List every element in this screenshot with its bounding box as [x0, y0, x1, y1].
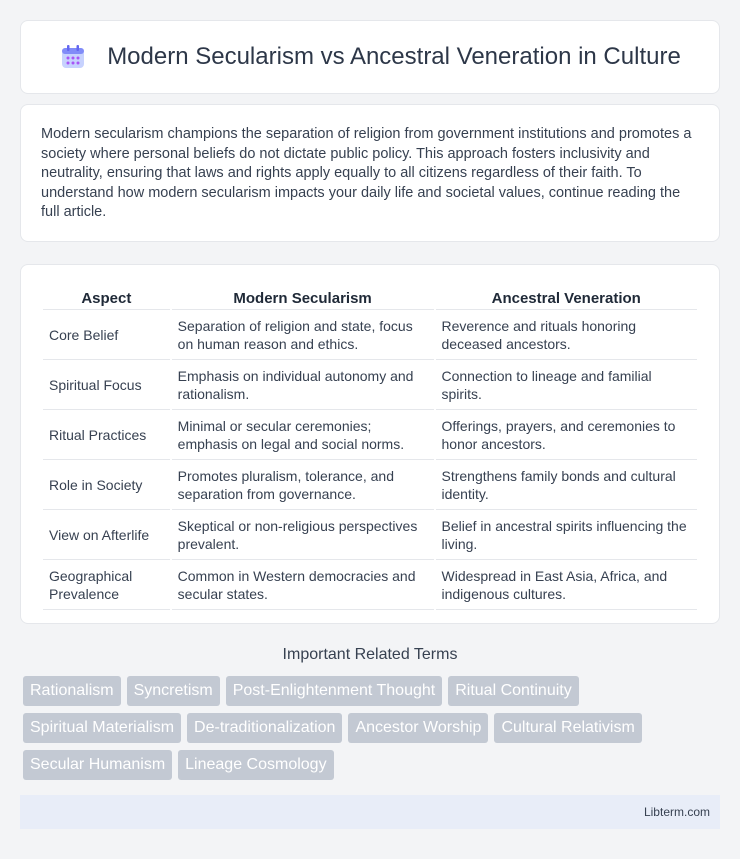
related-term-tag[interactable]: Syncretism — [127, 676, 220, 706]
row-secularism: Promotes pluralism, tolerance, and separation from governance. — [172, 462, 434, 510]
row-secularism: Common in Western democracies and secular states. — [172, 562, 434, 610]
table-row — [43, 362, 697, 410]
table-row — [43, 562, 697, 610]
row-aspect: Role in Society — [43, 462, 170, 510]
intro-paragraph: Modern secularism champions the separation of religion from government institutions and promotes a society where personal beliefs do not dictate public policy. This approach fosters inclusivity and neutrality, ensuring that laws and rights apply equally to all citizens regardless of their faith. To understand how modern secularism impacts your daily life and societal values, continue reading the full article. — [41, 126, 692, 221]
related-term-tag[interactable]: Rationalism — [23, 676, 121, 706]
table-row — [43, 412, 697, 460]
row-veneration: Reverence and rituals honoring deceased ancestors. — [436, 312, 698, 360]
related-terms-list — [23, 676, 723, 780]
row-secularism: Skeptical or non-religious perspectives prevalent. — [172, 512, 434, 560]
related-term-tag[interactable]: De-traditionalization — [187, 713, 342, 743]
table-header-row — [43, 287, 697, 310]
related-term-tag[interactable]: Ritual Continuity — [448, 676, 579, 706]
related-term-tag[interactable]: Lineage Cosmology — [178, 750, 333, 780]
row-veneration: Belief in ancestral spirits influencing the living. — [436, 512, 698, 560]
table-row — [43, 312, 697, 360]
row-veneration: Widespread in East Asia, Africa, and indigenous cultures. — [436, 562, 698, 610]
row-aspect: View on Afterlife — [43, 512, 170, 560]
related-term-tag[interactable]: Post-Enlightenment Thought — [226, 676, 443, 706]
comparison-table-card — [20, 264, 720, 624]
row-aspect: Core Belief — [43, 312, 170, 360]
row-aspect: Geographical Prevalence — [43, 562, 170, 610]
header-modern-secularism: Modern Secularism — [172, 287, 434, 310]
related-term-tag[interactable]: Secular Humanism — [23, 750, 172, 780]
row-secularism: Separation of religion and state, focus on human reason and ethics. — [172, 312, 434, 360]
footer — [20, 795, 720, 829]
row-veneration: Strengthens family bonds and cultural identity. — [436, 462, 698, 510]
row-secularism: Minimal or secular ceremonies; emphasis on legal and social norms. — [172, 412, 434, 460]
header-ancestral-veneration: Ancestral Veneration — [436, 287, 698, 310]
row-aspect: Spiritual Focus — [43, 362, 170, 410]
row-secularism: Emphasis on individual autonomy and rationalism. — [172, 362, 434, 410]
table-row — [43, 462, 697, 510]
related-term-tag[interactable]: Ancestor Worship — [348, 713, 488, 743]
header-card — [20, 20, 720, 94]
related-term-tag[interactable]: Cultural Relativism — [494, 713, 641, 743]
footer-site-link[interactable]: Libterm.com — [643, 805, 710, 819]
comparison-table — [41, 285, 699, 612]
row-aspect: Ritual Practices — [43, 412, 170, 460]
table-row — [43, 512, 697, 560]
related-term-tag[interactable]: Spiritual Materialism — [23, 713, 181, 743]
row-veneration: Connection to lineage and familial spirits. — [436, 362, 698, 410]
page-title: Modern Secularism vs Ancestral Veneration in Culture — [107, 43, 681, 70]
header-aspect: Aspect — [43, 287, 170, 310]
calendar-icon — [59, 43, 87, 71]
related-terms-title: Important Related Terms — [282, 646, 458, 663]
row-veneration: Offerings, prayers, and ceremonies to honor ancestors. — [436, 412, 698, 460]
intro-card — [20, 104, 720, 242]
